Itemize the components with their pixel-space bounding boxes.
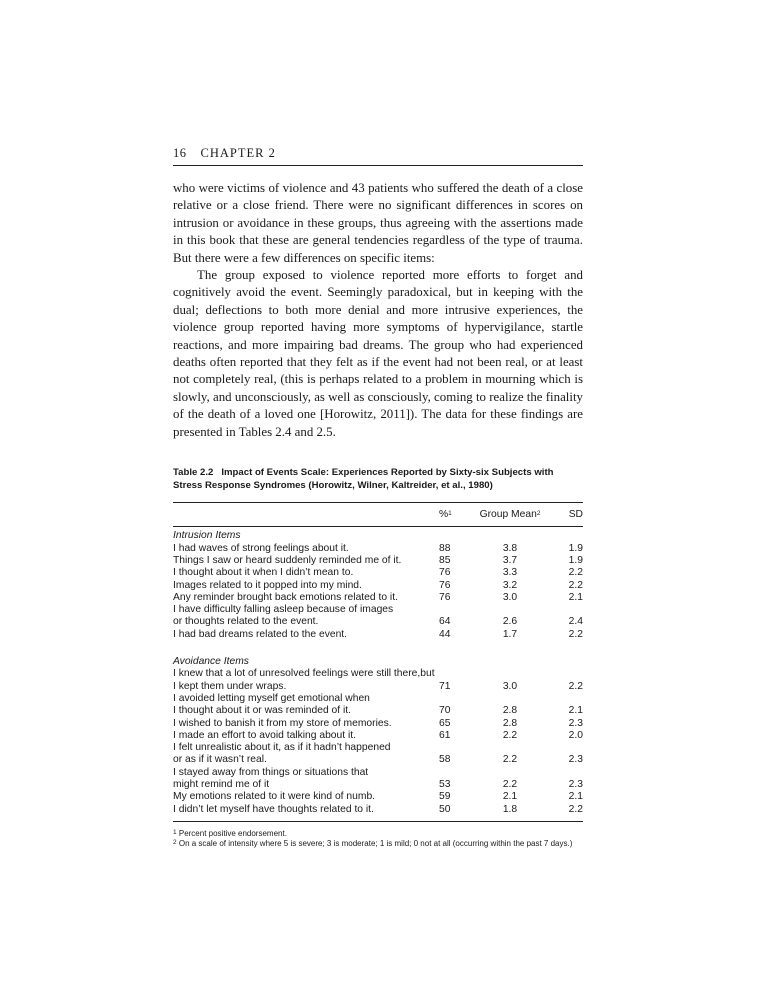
sd-cell: 2.2 [568, 579, 583, 591]
percent-cell: 76 [439, 567, 451, 579]
table-row [173, 668, 583, 680]
table-row [173, 616, 583, 628]
percent-cell: 58 [439, 754, 451, 766]
sd-cell [553, 693, 583, 705]
table-label: Table 2.2 [173, 467, 214, 479]
mean-cell: 3.0 [502, 680, 518, 692]
mean-cell: 1.8 [502, 803, 518, 815]
mean-cell: 2.6 [502, 616, 518, 628]
percent-cell: 71 [439, 680, 451, 692]
item-cell: I avoided letting myself get emotional when [173, 692, 370, 704]
sd-cell [553, 604, 583, 616]
item-cell: or as if it wasn’t real. [173, 754, 267, 766]
sd-cell: 1.9 [568, 554, 583, 566]
percent-cell: 64 [439, 616, 451, 628]
sd-cell: 2.2 [568, 680, 583, 692]
mean-cell: 2.2 [502, 779, 518, 791]
percent-cell: 76 [439, 591, 451, 603]
item-cell: I have difficulty falling asleep because of images [173, 604, 394, 616]
table-row [173, 718, 583, 730]
body-text [173, 180, 583, 441]
table-title: Impact of Events Scale: Experiences Reported by Sixty-six Subjects with Stress Response Syndromes (Horowitz, Wilner, Kaltreider, et al., 1980) [173, 467, 554, 492]
percent-cell: 50 [439, 803, 451, 815]
sd-cell: 2.2 [568, 567, 583, 579]
sd-cell [553, 767, 583, 779]
percent-cell: 76 [439, 579, 451, 591]
sd-cell: 2.0 [568, 729, 583, 741]
item-cell: I had bad dreams related to the event. [173, 628, 348, 640]
item-cell: My emotions related to it were kind of numb. [173, 791, 376, 803]
percent-cell [439, 604, 467, 616]
table-row [173, 681, 583, 693]
footnotes [173, 829, 583, 848]
percent-cell: 70 [439, 705, 451, 717]
footnote-text: On a scale of intensity where 5 is severe; 3 is moderate; 1 is mild; 0 not at all (occurring within the past 7 days.) [178, 838, 573, 848]
item-cell: Any reminder brought back emotions related to it. [173, 591, 398, 603]
mean-cell: 3.2 [502, 579, 518, 591]
item-column-header [173, 503, 439, 527]
percent-cell [439, 742, 467, 754]
mean-cell: 3.0 [502, 591, 518, 603]
table-row [173, 592, 583, 604]
item-cell: I thought about it when I didn’t mean to. [173, 567, 354, 579]
item-cell: I had waves of strong feelings about it. [173, 542, 349, 554]
footnote [173, 829, 583, 839]
footnote-mark: 1 [173, 828, 177, 836]
table-row [173, 754, 583, 766]
percent-cell [439, 668, 467, 680]
sd-cell: 2.3 [568, 754, 583, 766]
table-row [173, 779, 583, 791]
table-row [173, 580, 583, 592]
table-row [173, 767, 583, 779]
table-caption [173, 466, 583, 492]
table-row [173, 804, 583, 822]
mean-cell: 2.2 [502, 754, 518, 766]
table-row [173, 543, 583, 555]
sd-cell: 2.1 [568, 705, 583, 717]
sd-column-header: SD [553, 503, 583, 527]
footnote-mark: 2 [173, 838, 177, 846]
table-row [173, 567, 583, 579]
table-2-2 [173, 466, 583, 848]
sd-cell: 2.3 [568, 779, 583, 791]
item-cell: I wished to banish it from my store of memories. [173, 717, 392, 729]
mean-cell: 3.8 [502, 542, 518, 554]
sd-cell: 2.1 [568, 591, 583, 603]
table-row [173, 629, 583, 641]
data-table [173, 502, 583, 822]
section-heading: Intrusion Items [173, 530, 241, 542]
percent-cell: 53 [439, 779, 451, 791]
sd-cell [553, 668, 583, 680]
sd-cell: 2.3 [568, 717, 583, 729]
table-row [173, 791, 583, 803]
section-spacer [173, 641, 583, 653]
table-row [173, 730, 583, 742]
sd-cell: 2.1 [568, 791, 583, 803]
sd-cell: 2.2 [568, 628, 583, 640]
paragraph: who were victims of violence and 43 patients who suffered the death of a close relative or a close friend. There were no significant differences in scores on intrusion or avoidance in these groups, thus agreeing with the assertions made in this book that these are general tendencies regardless of the type of trauma. But there were a few differences on specific items: [173, 181, 583, 265]
table-row [173, 705, 583, 717]
book-page [173, 146, 583, 848]
percent-cell: 44 [439, 628, 451, 640]
chapter-label: CHAPTER 2 [200, 146, 276, 160]
percent-column-header: %$^1$ [439, 503, 467, 527]
item-cell: I knew that a lot of unresolved feelings were still there,but [173, 668, 435, 680]
item-cell: I stayed away from things or situations that [173, 766, 369, 778]
item-cell: I made an effort to avoid talking about it. [173, 729, 356, 741]
item-cell: Images related to it popped into my mind. [173, 579, 362, 591]
mean-cell [467, 604, 553, 616]
sd-cell: 2.2 [568, 803, 583, 815]
page-number: 16 [173, 146, 187, 160]
table-row [173, 693, 583, 705]
table-body [173, 527, 583, 822]
percent-cell [439, 693, 467, 705]
table-row [173, 555, 583, 567]
table-row [173, 604, 583, 616]
percent-cell: 61 [439, 729, 451, 741]
mean-cell: 2.1 [502, 791, 518, 803]
percent-cell: 65 [439, 717, 451, 729]
mean-cell: 2.8 [502, 717, 518, 729]
footnote-text: Percent positive endorsement. [178, 828, 287, 838]
footnote [173, 839, 583, 849]
sd-cell [553, 742, 583, 754]
section-heading-row [173, 527, 583, 543]
mean-column-header: Group Mean$^2$ [467, 503, 553, 527]
mean-cell: 1.7 [502, 628, 518, 640]
mean-cell: 2.2 [502, 729, 518, 741]
mean-cell: 3.3 [502, 567, 518, 579]
mean-cell [467, 742, 553, 754]
percent-cell: 59 [439, 791, 451, 803]
mean-cell [467, 767, 553, 779]
item-cell: might remind me of it [173, 779, 270, 791]
item-cell: I didn’t let myself have thoughts related to it. [173, 803, 374, 815]
percent-cell [439, 767, 467, 779]
item-cell: or thoughts related to the event. [173, 616, 319, 628]
percent-cell: 85 [439, 554, 451, 566]
mean-cell: 2.8 [502, 705, 518, 717]
running-head [173, 146, 583, 166]
section-heading-row [173, 653, 583, 668]
item-cell: I thought about it or was reminded of it. [173, 705, 352, 717]
section-heading: Avoidance Items [173, 656, 249, 668]
item-cell: I kept them under wraps. [173, 680, 287, 692]
percent-cell: 88 [439, 542, 451, 554]
sd-cell: 2.4 [568, 616, 583, 628]
paragraph: The group exposed to violence reported more efforts to forget and cognitively avoid the event. Seemingly paradoxical, but in keeping with the dual; deflections to both more denial and more intrusive experiences, the violence group reported having more symptoms of hypervigilance, startle reactions, and more impairing bad dreams. The group who had experienced deaths often reported that they felt as if the event had not been real, or at least not completely real, (this is perhaps related to a problem in mourning which is slowly, and unconsciously, as well as consciously, coming to realize the finality of the death of a loved one [Horowitz, 2011]). The data for these findings are presented in Tables 2.4 and 2.5. [173, 268, 583, 439]
item-cell: Things I saw or heard suddenly reminded me of it. [173, 554, 402, 566]
table-header-row [173, 503, 583, 527]
mean-cell [467, 693, 553, 705]
mean-cell: 3.7 [502, 554, 518, 566]
item-cell: I felt unrealistic about it, as if it hadn’t happened [173, 742, 391, 754]
sd-cell: 1.9 [568, 542, 583, 554]
table-row [173, 742, 583, 754]
mean-cell [467, 668, 553, 680]
